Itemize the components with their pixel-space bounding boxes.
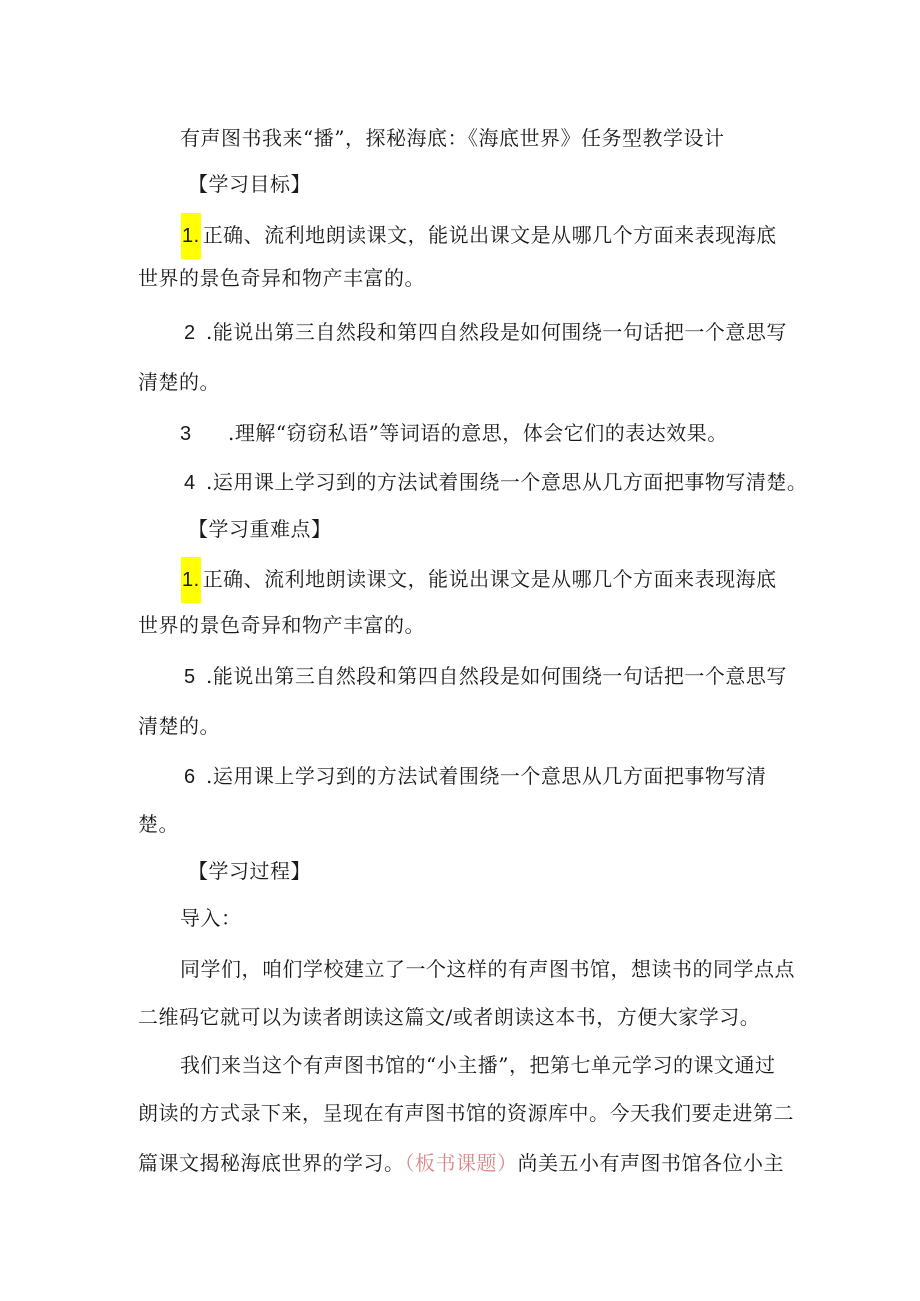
paragraph-2-line-2: 朗读的方式录下来，呈现在有声图书馆的资源库中。今天我们要走进第二	[138, 1101, 794, 1125]
key-point-item-3-text: .运用课上学习到的方法试着围绕一个意思从几方面把事物写清	[206, 764, 767, 788]
paragraph-2-line-1: 我们来当这个有声图书馆的“小主播”，把第七单元学习的课文通过	[180, 1053, 776, 1077]
key-point-item-1-text: 正确、流利地朗读课文，能说出课文是从哪几个方面来表现海底	[202, 567, 777, 591]
key-point-item-1-continued: 世界的景色奇异和物产丰富的。	[138, 613, 425, 637]
key-point-item-3	[184, 762, 766, 791]
paragraph-2-line-3	[138, 1149, 784, 1177]
paragraph-2-line-3-rest: 尚美五小有声图书馆各位小主	[517, 1151, 784, 1175]
objective-item-1-continued: 世界的景色奇异和物产丰富的。	[138, 266, 425, 290]
key-points-heading: 【学习重难点】	[188, 517, 332, 541]
key-point-item-2-continued: 清楚的。	[138, 714, 220, 738]
objective-item-2-text: .能说出第三自然段和第四自然段是如何围绕一句话把一个意思写	[206, 320, 787, 344]
objective-item-2-continued: 清楚的。	[138, 370, 220, 394]
key-point-item-3-continued: 楚。	[138, 812, 179, 836]
objective-item-4-number: 4	[184, 472, 196, 494]
paragraph-1-line-2: 二维码它就可以为读者朗读这篇文/或者朗读这本书，方便大家学习。	[138, 1005, 761, 1029]
intro-label: 导入：	[180, 906, 242, 930]
key-point-item-2-number: 5	[184, 666, 196, 688]
key-point-item-1	[181, 557, 777, 603]
board-note: （板书课题）	[404, 1151, 518, 1175]
key-point-item-2-text: .能说出第三自然段和第四自然段是如何围绕一句话把一个意思写	[206, 664, 787, 688]
objective-item-2	[184, 318, 787, 347]
objectives-heading: 【学习目标】	[188, 172, 311, 196]
objective-item-4	[184, 468, 807, 497]
paragraph-2-line-3-text: 篇课文揭秘海底世界的学习。	[138, 1151, 405, 1175]
objective-item-4-text: .运用课上学习到的方法试着围绕一个意思从几方面把事物写清楚。	[206, 470, 808, 494]
document-title: 有声图书我来“播”，探秘海底：《海底世界》任务型教学设计	[180, 126, 725, 150]
paragraph-1-line-1: 同学们，咱们学校建立了一个这样的有声图书馆，想读书的同学点点	[180, 957, 795, 981]
highlighted-number: 1.	[181, 557, 201, 603]
objective-item-3-text: .理解“窃窃私语”等词语的意思，体会它们的表达效果。	[228, 421, 728, 445]
objective-item-3	[180, 419, 728, 448]
objective-item-3-number: 3	[180, 423, 192, 445]
objective-item-1-text: 正确、流利地朗读课文，能说出课文是从哪几个方面来表现海底	[202, 223, 777, 247]
process-heading: 【学习过程】	[188, 859, 311, 883]
objective-item-2-number: 2	[184, 322, 196, 344]
key-point-item-3-number: 6	[184, 766, 196, 788]
key-point-item-2	[184, 662, 787, 691]
highlighted-number: 1.	[181, 213, 201, 259]
objective-item-1	[181, 213, 777, 259]
